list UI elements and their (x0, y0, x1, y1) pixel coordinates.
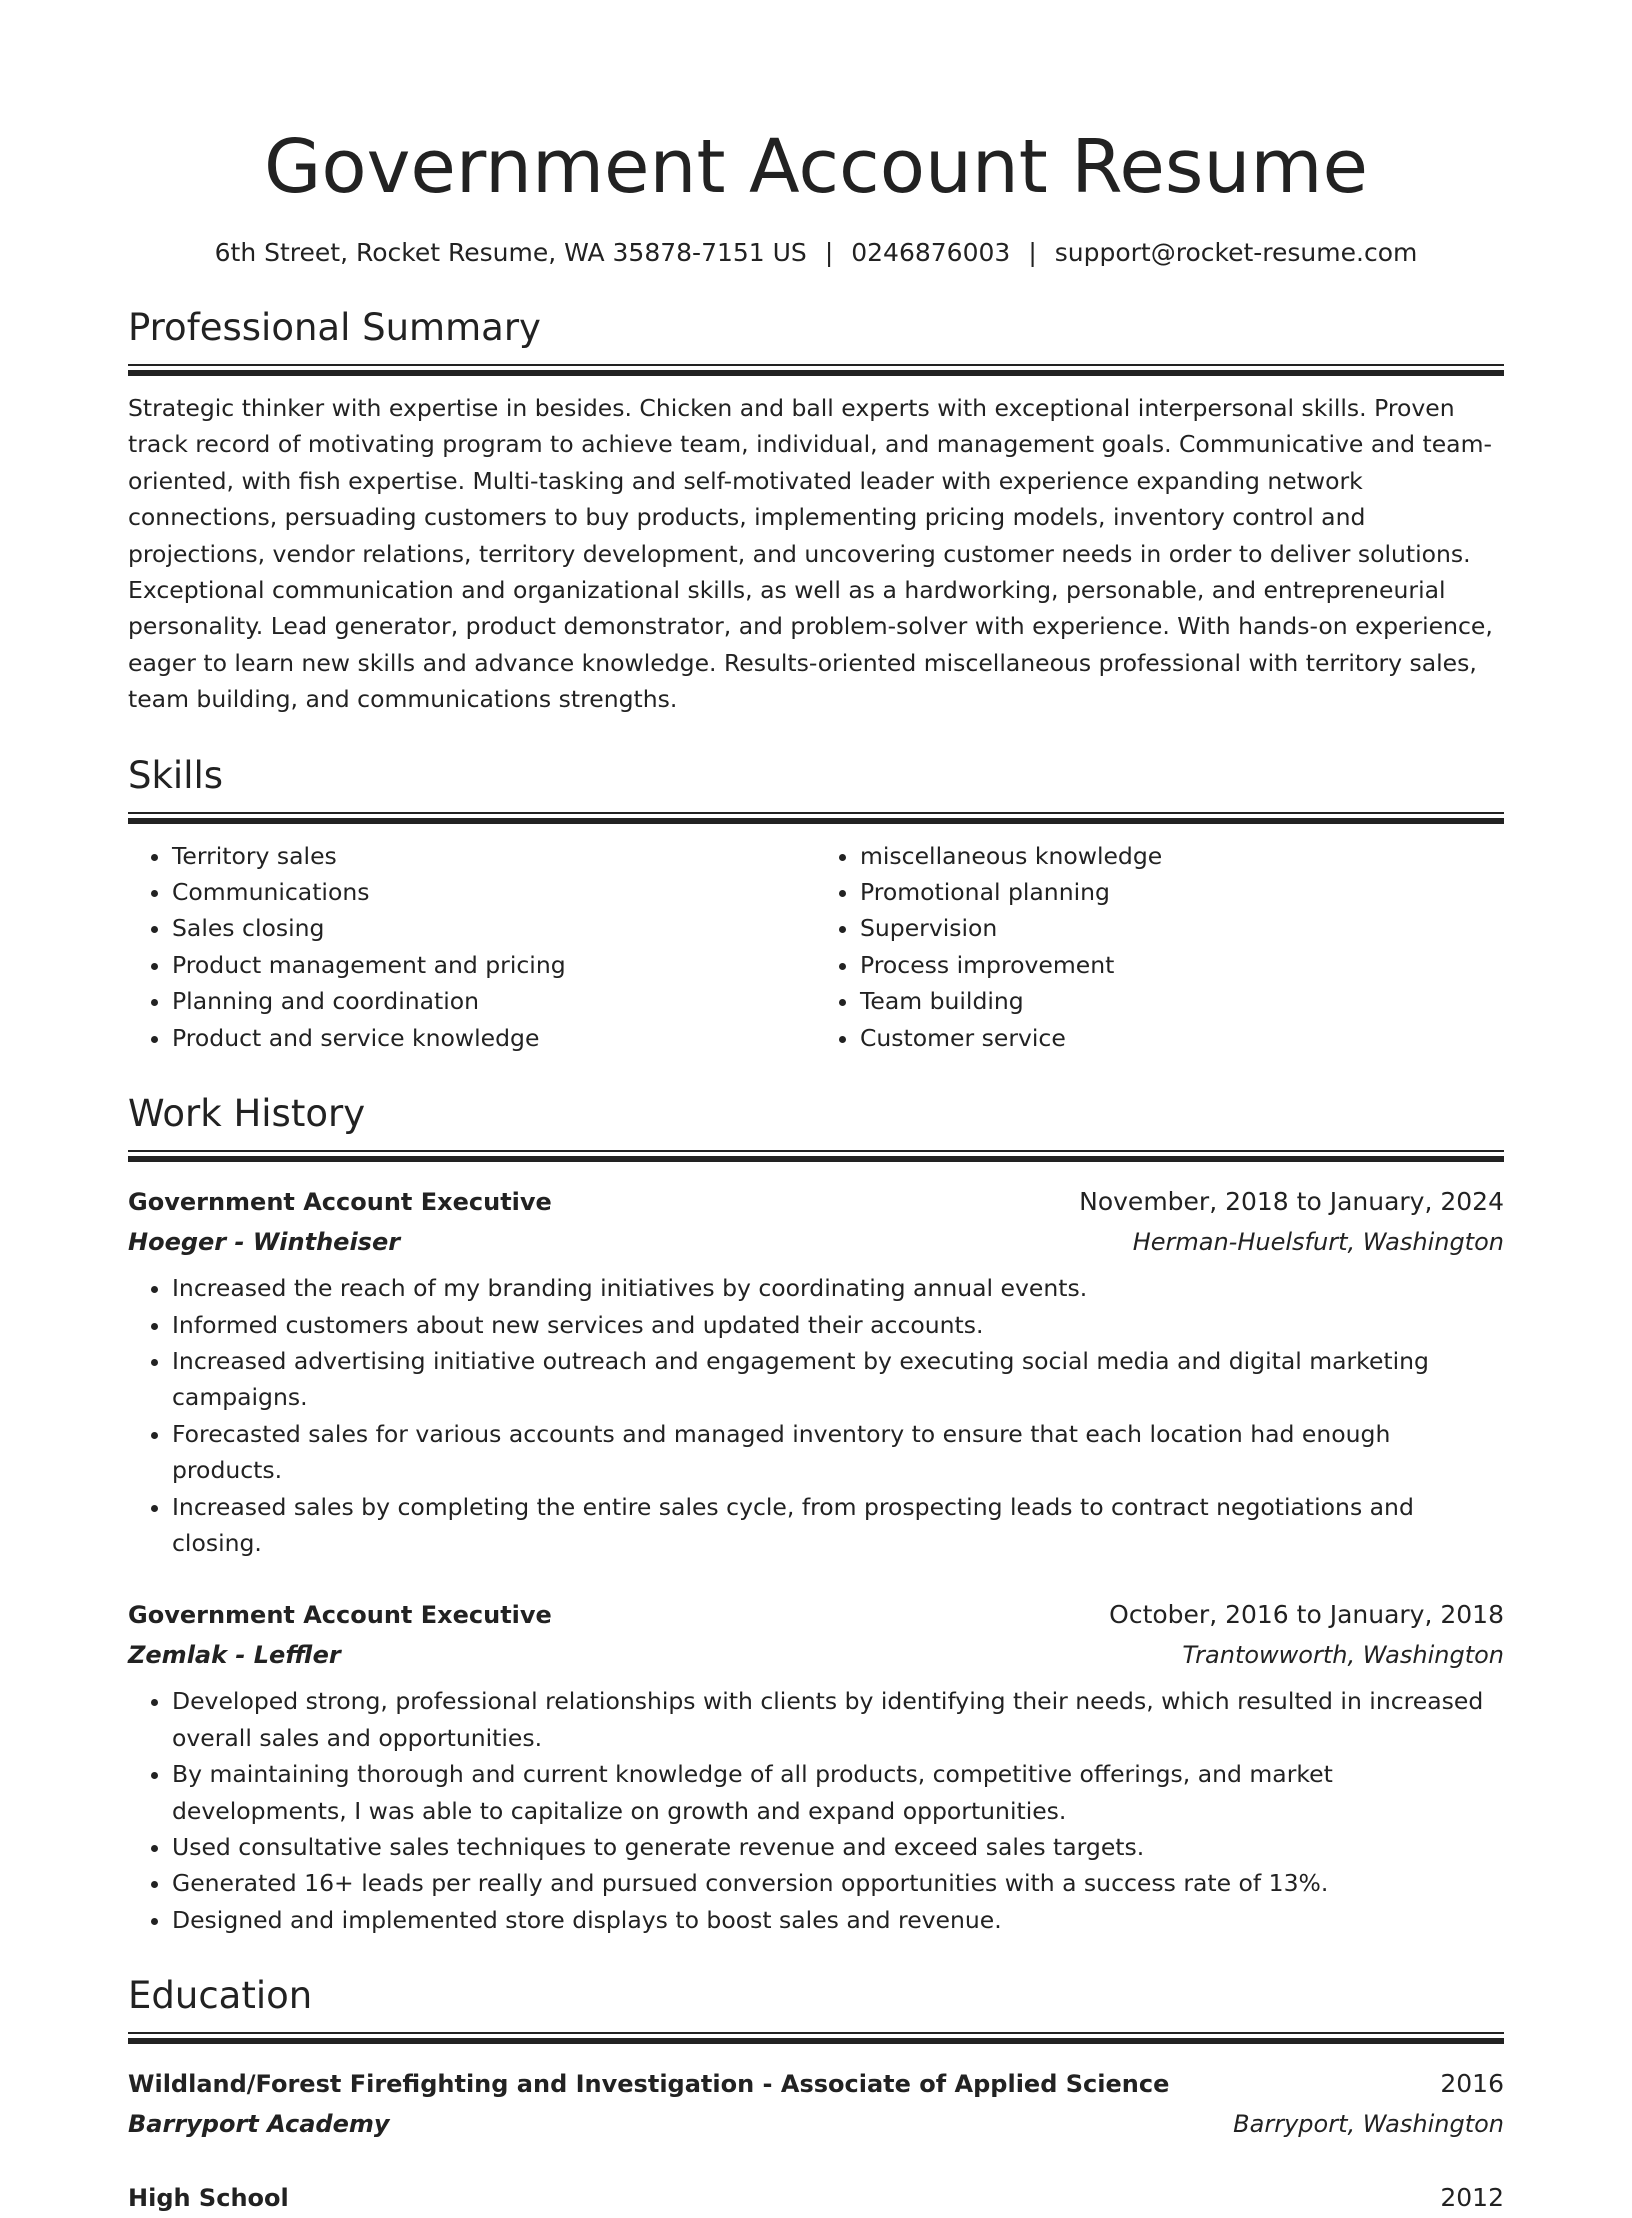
job-bullet: • Forecasted sales for various accounts and managed inventory to ensure that each location had enough products. (172, 1416, 1504, 1489)
skill-item: • Process improvement (860, 947, 1504, 983)
skill-item: • miscellaneous knowledge (860, 838, 1504, 874)
contact-separator: | (1028, 238, 1037, 267)
education-year: 2012 (1440, 2183, 1504, 2213)
job-bullet: • Generated 16+ leads per really and pursued conversion opportunities with a success rate of 13%. (172, 1865, 1504, 1901)
contact-address: 6th Street, Rocket Resume, WA 35878-7151 US (214, 238, 807, 267)
skills-column-right (816, 838, 1504, 1056)
job-location: Trantowworth, Washington (1182, 1641, 1504, 1670)
education-degree: Wildland/Forest Firefighting and Investigation - Associate of Applied Science (128, 2070, 1170, 2099)
job-bullet: • Informed customers about new services and updated their accounts. (172, 1307, 1504, 1343)
job-bullets (128, 1683, 1504, 1938)
skill-item: • Product management and pricing (172, 947, 816, 983)
education-school: Barryport Academy (128, 2110, 390, 2139)
skill-item: • Team building (860, 983, 1504, 1019)
job-bullets (128, 1270, 1504, 1561)
job-header (128, 1595, 1504, 1635)
skill-item: • Communications (172, 874, 816, 910)
section-heading-skills: Skills (128, 753, 224, 797)
job-bullet: • Designed and implemented store displays to boost sales and revenue. (172, 1902, 1504, 1938)
job-location: Herman-Huelsfurt, Washington (1132, 1228, 1504, 1257)
job-dates: November, 2018 to January, 2024 (1079, 1187, 1504, 1217)
job-bullet: • Developed strong, professional relationships with clients by identifying their needs, which resulted in increased overall sales and opportunities. (172, 1683, 1504, 1756)
job-title: Government Account Executive (128, 1188, 552, 1217)
job-bullet: • Increased advertising initiative outreach and engagement by executing social media and digital marketing campaigns. (172, 1343, 1504, 1416)
job-entry (128, 1595, 1504, 1938)
education-degree: High School (128, 2184, 289, 2213)
job-bullet: • Used consultative sales techniques to generate revenue and exceed sales targets. (172, 1829, 1504, 1865)
section-divider (128, 364, 1504, 376)
skills-list (128, 838, 1504, 1056)
section-heading-work: Work History (128, 1092, 366, 1136)
job-entry (128, 1182, 1504, 1561)
section-divider (128, 2032, 1504, 2044)
skills-column-left (128, 838, 816, 1056)
job-subheader (128, 1222, 1504, 1262)
education-header (128, 2064, 1504, 2104)
skill-item: • Planning and coordination (172, 983, 816, 1019)
section-heading-education: Education (128, 1974, 313, 2018)
skill-item: • Territory sales (172, 838, 816, 874)
job-header (128, 1182, 1504, 1222)
job-company: Zemlak - Leffler (128, 1641, 341, 1670)
skill-item: • Sales closing (172, 910, 816, 946)
job-bullet: • By maintaining thorough and current knowledge of all products, competitive offerings, and market developments, I was able to capitalize on growth and expand opportunities. (172, 1756, 1504, 1829)
job-bullet: • Increased the reach of my branding initiatives by coordinating annual events. (172, 1270, 1504, 1306)
resume-title: Government Account Resume (263, 124, 1368, 210)
skill-item: • Customer service (860, 1020, 1504, 1056)
job-company: Hoeger - Wintheiser (128, 1228, 401, 1257)
education-entry (128, 2064, 1504, 2144)
education-year: 2016 (1440, 2069, 1504, 2099)
contact-separator: | (824, 238, 834, 267)
education-subheader (128, 2104, 1504, 2144)
contact-phone: 0246876003 (851, 238, 1011, 267)
education-header (128, 2178, 1504, 2218)
contact-info (128, 236, 1504, 270)
skill-item: • Product and service knowledge (172, 1020, 816, 1056)
skill-item: • Promotional planning (860, 874, 1504, 910)
section-divider (128, 1150, 1504, 1162)
summary-paragraph: Strategic thinker with expertise in besides. Chicken and ball experts with exceptional interpersonal skills. Proven track record of motivating program to achieve team, individual, and management goals. Communicative and team-oriented, with fish expertise. Multi-tasking and self-motivated leader with experience expanding network connections, persuading customers to buy products, implementing pricing models, inventory control and projections, vendor relations, territory development, and uncovering customer needs in order to deliver solutions. Exceptional communication and organizational skills, as well as a hardworking, personable, and entrepreneurial personality. Lead generator, product demonstrator, and problem-solver with experience. With hands-on experience, eager to learn new skills and advance knowledge. Results-oriented miscellaneous professional with territory sales, team building, and communications strengths. (128, 394, 1493, 714)
job-subheader (128, 1635, 1504, 1675)
skill-item: • Supervision (860, 910, 1504, 946)
job-title: Government Account Executive (128, 1601, 552, 1630)
job-bullet: • Increased sales by completing the entire sales cycle, from prospecting leads to contract negotiations and closing. (172, 1489, 1504, 1562)
education-location: Barryport, Washington (1233, 2110, 1504, 2139)
section-heading-summary: Professional Summary (128, 306, 541, 349)
section-divider (128, 812, 1504, 824)
education-entry (128, 2178, 1504, 2218)
contact-email[interactable]: support@rocket-resume.com (1054, 238, 1418, 267)
job-dates: October, 2016 to January, 2018 (1109, 1600, 1504, 1630)
